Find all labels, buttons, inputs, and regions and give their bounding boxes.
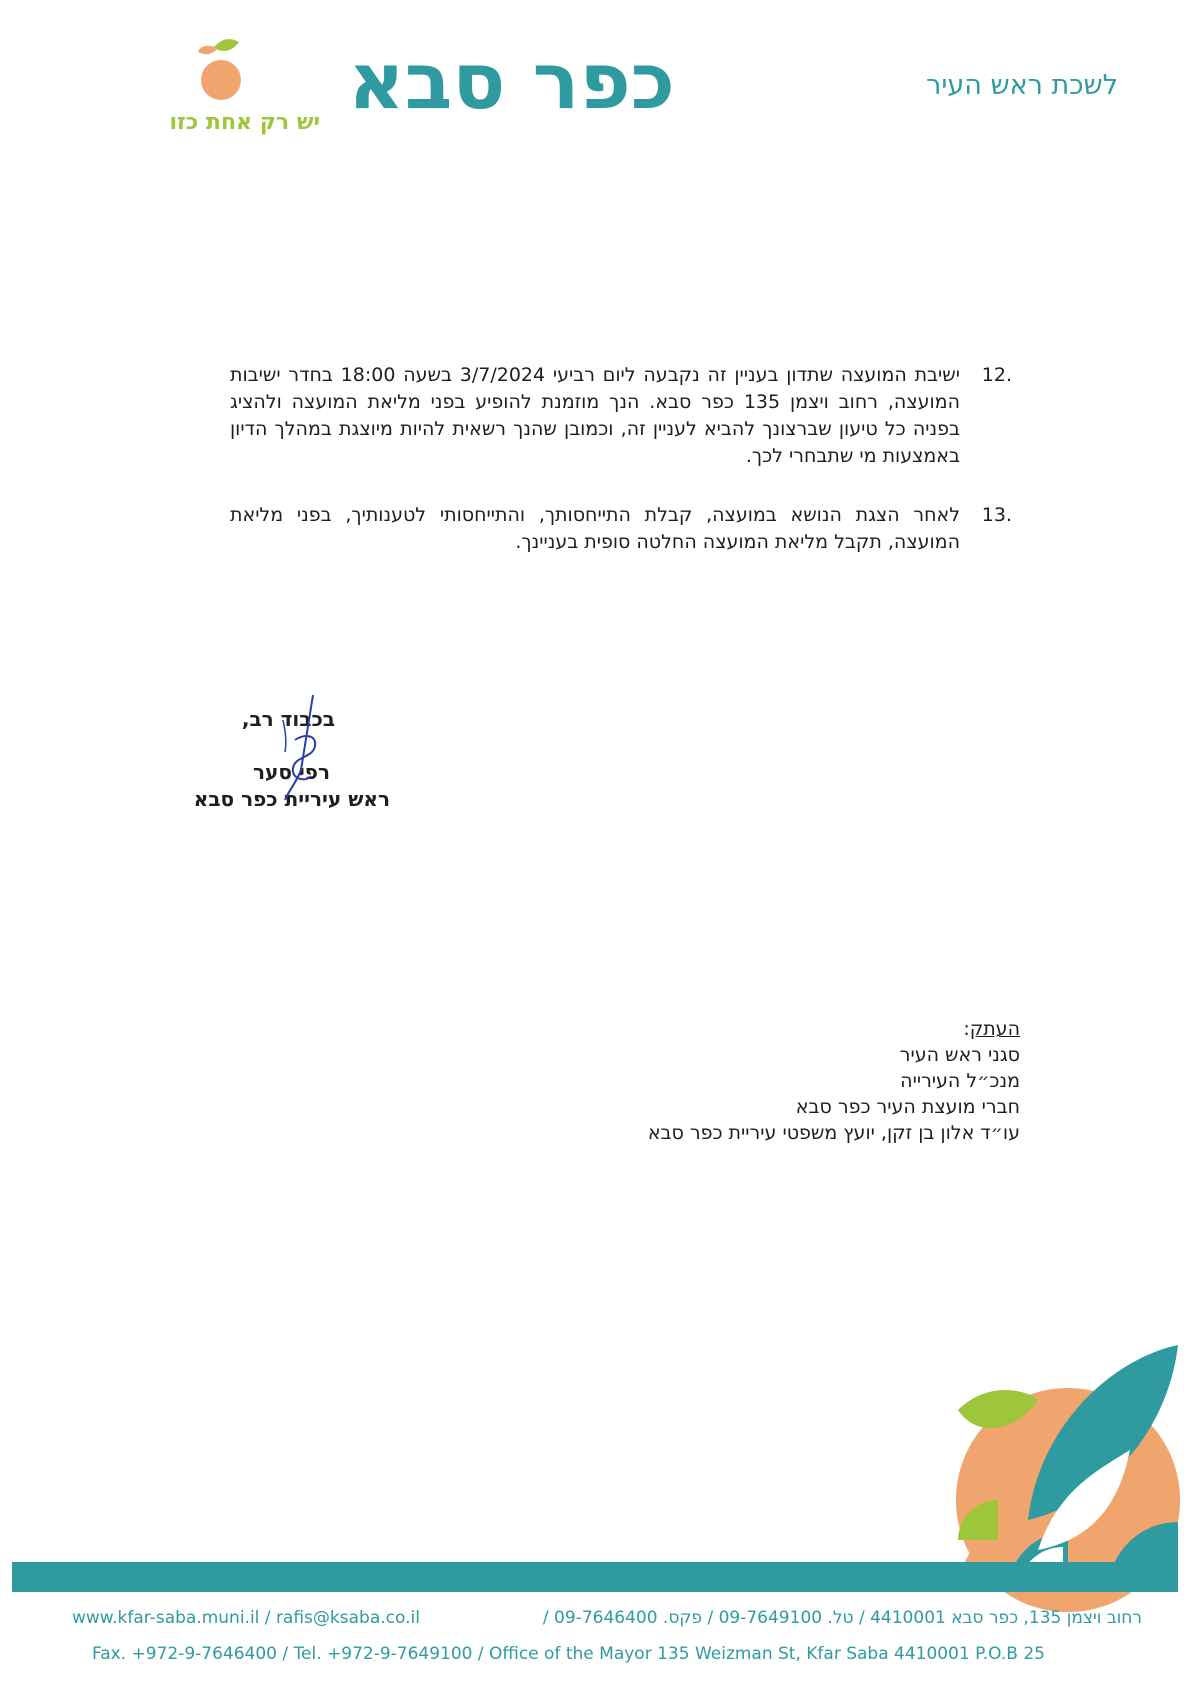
handwritten-signature bbox=[265, 690, 355, 810]
paragraph-text: לאחר הצגת הנושא במועצה, קבלת התייחסותך, והתייחסותי לטענותיך, בפני מליאת המועצה, תקבל מליאת המועצה החלטה סופית בעניינך. bbox=[230, 504, 960, 553]
copies-header: העתק: bbox=[963, 1018, 1020, 1040]
signer-name: רפי סער bbox=[252, 760, 330, 784]
footer-hebrew-contact: רחוב ויצמן 135, כפר סבא 4410001 / טל. 09-7649100 / פקס. 09-7646400 / bbox=[542, 1608, 1142, 1628]
paragraph-number: 12. bbox=[981, 364, 1012, 386]
footer-english-contact: Fax. +972-9-7646400 / Tel. +972-9-7649100 / Office of the Mayor 135 Weizman St, Kfar Saba 4410001 P.O.B 25 bbox=[92, 1644, 1045, 1664]
paragraph-text: ישיבת המועצה שתדון בעניין זה נקבעה ליום רביעי 3/7/2024 בשעה 18:00 בחדר ישיבות המועצה, רחוב ויצמן 135 כפר סבא. הנך מוזמנת להופיע בפני מליאת המועצה ולהציג בפניה כל טיעון שברצונך להביא לעניין זה, וכמובן שהנך רשאית להיות מיוצגת במהלך הדיון באמצעות מי שתבחרי לכך. bbox=[230, 364, 960, 467]
footer-web-email[interactable]: www.kfar-saba.muni.il / rafis@ksaba.co.il bbox=[72, 1608, 420, 1628]
logo-tagline: יש רק אחת כזו bbox=[169, 110, 320, 135]
paragraph-13 bbox=[230, 502, 1012, 556]
closing-salutation: בכבוד רב, bbox=[241, 707, 335, 731]
paragraph-12 bbox=[230, 362, 1012, 470]
office-title: לשכת ראש העיר bbox=[926, 70, 1118, 101]
decorative-leaf-graphic bbox=[868, 1340, 1178, 1592]
signer-title: ראש עיריית כפר סבא bbox=[193, 787, 390, 811]
copy-recipient: עו״ד אלון בן זקן, יועץ משפטי עיריית כפר סבא bbox=[647, 1122, 1020, 1144]
logo-wordmark: כפר סבא bbox=[348, 37, 675, 127]
copy-recipient: חברי מועצת העיר כפר סבא bbox=[795, 1096, 1020, 1118]
copy-recipient: סגני ראש העיר bbox=[899, 1044, 1020, 1066]
copy-recipient: מנכ״ל העירייה bbox=[900, 1070, 1020, 1092]
paragraph-number: 13. bbox=[981, 504, 1012, 526]
footer-bar bbox=[12, 1562, 1177, 1592]
